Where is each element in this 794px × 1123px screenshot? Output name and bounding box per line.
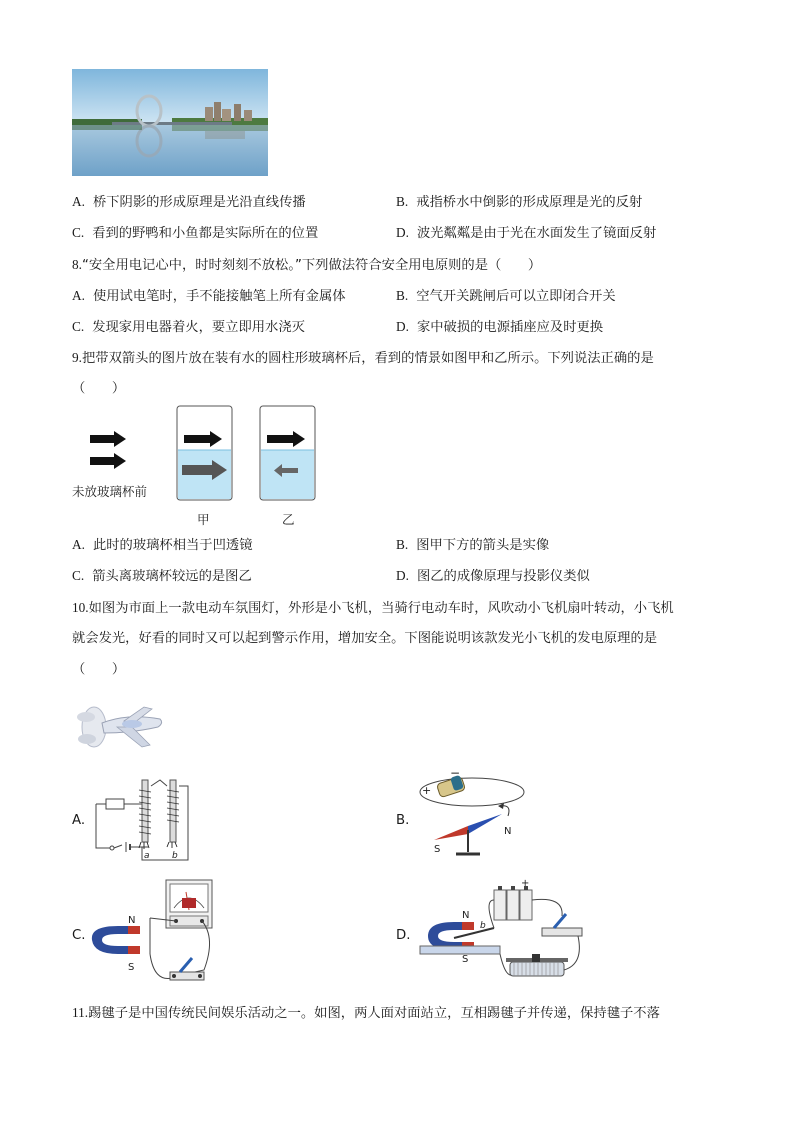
q10-stem-line1: 10.如图为市面上一款电动车氛围灯，外形是小飞机，当骑行电动车时，风吹动小飞机扇叶转动，小飞机 xyxy=(72,600,674,616)
q9-option-c: C. 箭头离玻璃杯较远的是图乙 xyxy=(72,568,252,584)
ring-bridge-photo xyxy=(72,69,268,176)
fig-a-label-b: b xyxy=(172,851,178,861)
q7-option-c: C. 看到的野鸭和小鱼都是实际所在的位置 xyxy=(72,225,319,241)
fig-a-label-a: a xyxy=(144,851,150,861)
q8-option-b: B. 空气开关跳闸后可以立即闭合开关 xyxy=(396,288,616,304)
label-jia: 甲 xyxy=(197,512,210,527)
q10-figure-d-motor xyxy=(414,876,590,988)
caption-before: 未放玻璃杯前 xyxy=(72,484,148,499)
q7-option-a: A. 桥下阴影的形成原理是光沿直线传播 xyxy=(72,194,306,210)
q10-stem-line2: 就会发光，好看的同时又可以起到警示作用，增加安全。下图能说明该款发光小飞机的发电原理的是 xyxy=(72,631,658,646)
q9-stem-line2: （ ） xyxy=(72,381,126,396)
q10-figure-c-generator xyxy=(88,878,220,990)
fig-b-n: N xyxy=(504,826,512,837)
fig-c-n: N xyxy=(128,915,136,926)
before-arrows xyxy=(90,431,126,469)
label-yi: 乙 xyxy=(282,512,295,527)
q10-option-d-label: D. xyxy=(396,928,411,943)
fig-d-n: N xyxy=(462,910,470,921)
q9-figure xyxy=(72,402,332,532)
q7-option-d: D. 波光粼粼是由于光在水面发生了镜面反射 xyxy=(396,225,657,241)
q8-stem: 8.“安全用电记心中，时时刻刻不放松。”下列做法符合安全用电原则的是（ ） xyxy=(72,257,542,273)
q10-figure-a-electromagnets xyxy=(92,776,192,862)
airplane-light-photo xyxy=(72,697,168,757)
q10-option-c-label: C. xyxy=(72,928,86,943)
fig-b-minus: − xyxy=(450,768,461,780)
fig-b-plus: + xyxy=(422,784,432,797)
q9-option-a: A. 此时的玻璃杯相当于凹透镜 xyxy=(72,537,253,553)
q10-figure-b-oersted xyxy=(414,768,538,868)
q9-stem-line1: 9.把带双箭头的图片放在装有水的圆柱形玻璃杯后，看到的情景如图甲和乙所示。下列说法正确的是 xyxy=(72,350,654,366)
q7-option-b: B. 戒指桥水中倒影的形成原理是光的反射 xyxy=(396,194,643,210)
fig-d-plus: + xyxy=(521,878,530,889)
q9-option-b: B. 图甲下方的箭头是实像 xyxy=(396,537,550,553)
glass-yi xyxy=(260,406,315,500)
fig-d-s: S xyxy=(462,954,469,965)
q10-stem-line3: （ ） xyxy=(72,662,126,677)
fig-c-s: S xyxy=(128,962,135,973)
q8-option-a: A. 使用试电笔时，手不能接触笔上所有金属体 xyxy=(72,288,346,304)
q8-option-d: D. 家中破损的电源插座应及时更换 xyxy=(396,319,604,335)
fig-d-b: b xyxy=(480,921,486,931)
q10-option-b-label: B. xyxy=(396,813,410,828)
fig-b-s: S xyxy=(434,844,441,855)
q8-option-c: C. 发现家用电器着火，要立即用水浇灭 xyxy=(72,319,305,335)
q11-stem: 11.踢毽子是中国传统民间娱乐活动之一。如图，两人面对面站立，互相踢毽子并传递，保持毽子不落 xyxy=(72,1005,660,1021)
q9-option-d: D. 图乙的成像原理与投影仪类似 xyxy=(396,568,590,584)
q10-option-a-label: A. xyxy=(72,813,86,828)
glass-jia xyxy=(177,406,232,500)
